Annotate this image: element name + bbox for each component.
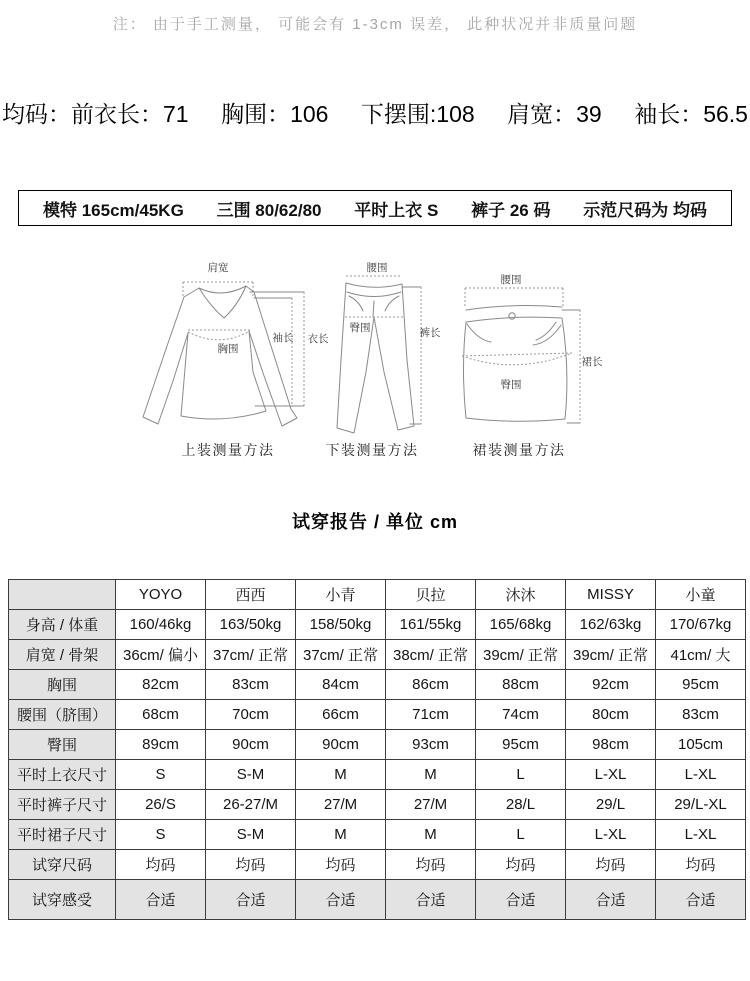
pants-diagram-caption: 下装测量方法 <box>325 442 419 458</box>
size-segment-hem: 下摆围:108 <box>360 101 475 127</box>
size-segment-front-length: 均码：前衣长：71 <box>2 101 189 127</box>
fit-report-title: 试穿报告 / 单位 cm <box>291 512 459 532</box>
row-label: 试穿尺码 <box>9 850 116 880</box>
table-cell: 92cm <box>566 670 656 700</box>
skirt-diagram <box>462 274 603 458</box>
corner-cell <box>9 580 116 610</box>
table-row <box>9 700 746 730</box>
table-cell: 88cm <box>476 670 566 700</box>
model-stat-top-size: 平时上衣 S <box>354 200 439 220</box>
table-row <box>9 820 746 850</box>
top-diagram-caption: 上装测量方法 <box>181 442 275 458</box>
size-segment-shoulder: 肩宽：39 <box>507 101 602 127</box>
model-stat-height-weight: 模特 165cm/45KG <box>43 200 184 220</box>
model-stat-demo-size: 示范尺码为 均码 <box>583 200 707 220</box>
table-cell: 合适 <box>386 880 476 920</box>
table-cell: L-XL <box>566 760 656 790</box>
column-header: 贝拉 <box>386 580 476 610</box>
top-garment-diagram <box>143 261 329 458</box>
skirt-button-icon <box>509 313 515 319</box>
table-cell: 37cm/ 正常 <box>296 640 386 670</box>
table-cell: 160/46kg <box>116 610 206 640</box>
table-cell: S-M <box>206 820 296 850</box>
table-cell: 95cm <box>476 730 566 760</box>
table-cell: 95cm <box>656 670 746 700</box>
table-cell: 39cm/ 正常 <box>476 640 566 670</box>
table-cell: 90cm <box>206 730 296 760</box>
chest-girth-label: 胸围 <box>217 343 239 355</box>
garment-length-label: 衣长 <box>307 333 329 345</box>
table-cell: 均码 <box>656 850 746 880</box>
table-cell: 合适 <box>116 880 206 920</box>
table-cell: L <box>476 760 566 790</box>
table-cell: 68cm <box>116 700 206 730</box>
table-cell: M <box>386 820 476 850</box>
table-row <box>9 610 746 640</box>
measurement-note: 注： 由于手工测量， 可能会有 1-3cm 误差， 此种状况并非质量问题 <box>112 16 638 33</box>
size-summary-line <box>0 96 750 129</box>
skirt-hip-label: 臀围 <box>500 379 522 391</box>
table-cell: 28/L <box>476 790 566 820</box>
table-cell: S-M <box>206 760 296 790</box>
measurement-diagrams <box>0 250 750 465</box>
table-cell: 均码 <box>566 850 656 880</box>
table-cell: 82cm <box>116 670 206 700</box>
table-cell: 71cm <box>386 700 476 730</box>
table-row <box>9 880 746 920</box>
table-cell: 89cm <box>116 730 206 760</box>
table-row <box>9 760 746 790</box>
column-header: MISSY <box>566 580 656 610</box>
table-cell: S <box>116 760 206 790</box>
row-label: 平时上衣尺寸 <box>9 760 116 790</box>
table-cell: 合适 <box>476 880 566 920</box>
table-cell: S <box>116 820 206 850</box>
row-label: 试穿感受 <box>9 880 116 920</box>
column-header: 西西 <box>206 580 296 610</box>
sleeve-length-label: 袖长 <box>272 332 294 344</box>
size-segment-sleeve: 袖长：56.5 <box>634 101 748 127</box>
table-cell: 84cm <box>296 670 386 700</box>
pants-length-label: 裤长 <box>419 327 441 339</box>
table-cell: L-XL <box>656 820 746 850</box>
pants-hip-label: 臀围 <box>349 322 371 334</box>
pants-waist-label: 腰围 <box>366 262 388 274</box>
table-cell: 36cm/ 偏小 <box>116 640 206 670</box>
table-cell: 39cm/ 正常 <box>566 640 656 670</box>
table-cell: 27/M <box>386 790 476 820</box>
model-stat-pants-size: 裤子 26 码 <box>471 200 551 220</box>
table-header-row <box>9 580 746 610</box>
table-row <box>9 670 746 700</box>
table-cell: 90cm <box>296 730 386 760</box>
table-cell: 158/50kg <box>296 610 386 640</box>
column-header: 小童 <box>656 580 746 610</box>
table-cell: 合适 <box>296 880 386 920</box>
table-cell: 80cm <box>566 700 656 730</box>
table-cell: 26-27/M <box>206 790 296 820</box>
row-label: 身高 / 体重 <box>9 610 116 640</box>
table-cell: 合适 <box>206 880 296 920</box>
pants-diagram <box>326 262 441 458</box>
table-cell: L <box>476 820 566 850</box>
table-row <box>9 850 746 880</box>
table-cell: 86cm <box>386 670 476 700</box>
table-cell: 均码 <box>296 850 386 880</box>
row-label: 胸围 <box>9 670 116 700</box>
model-stat-measurements: 三围 80/62/80 <box>216 200 322 220</box>
table-row <box>9 640 746 670</box>
table-cell: L-XL <box>656 760 746 790</box>
table-cell: 70cm <box>206 700 296 730</box>
table-cell: 合适 <box>566 880 656 920</box>
skirt-length-label: 裙长 <box>581 356 603 368</box>
table-cell: 合适 <box>656 880 746 920</box>
table-cell: 161/55kg <box>386 610 476 640</box>
table-cell: 38cm/ 正常 <box>386 640 476 670</box>
table-cell: 83cm <box>206 670 296 700</box>
table-cell: 均码 <box>386 850 476 880</box>
table-cell: 170/67kg <box>656 610 746 640</box>
table-cell: 83cm <box>656 700 746 730</box>
size-segment-bust: 胸围：106 <box>221 101 329 127</box>
fit-report-table <box>8 579 746 920</box>
model-info-box <box>18 190 732 226</box>
table-cell: 29/L <box>566 790 656 820</box>
table-cell: M <box>386 760 476 790</box>
skirt-waist-label: 腰围 <box>500 274 522 286</box>
table-cell: 均码 <box>476 850 566 880</box>
table-cell: 均码 <box>206 850 296 880</box>
table-cell: 163/50kg <box>206 610 296 640</box>
row-label: 平时裙子尺寸 <box>9 820 116 850</box>
table-cell: 165/68kg <box>476 610 566 640</box>
table-cell: 105cm <box>656 730 746 760</box>
table-cell: 162/63kg <box>566 610 656 640</box>
table-cell: M <box>296 760 386 790</box>
column-header: 沐沐 <box>476 580 566 610</box>
table-cell: 29/L-XL <box>656 790 746 820</box>
table-cell: 98cm <box>566 730 656 760</box>
table-cell: 66cm <box>296 700 386 730</box>
table-cell: L-XL <box>566 820 656 850</box>
table-cell: 27/M <box>296 790 386 820</box>
table-row <box>9 730 746 760</box>
table-cell: 37cm/ 正常 <box>206 640 296 670</box>
column-header: YOYO <box>116 580 206 610</box>
row-label: 平时裤子尺寸 <box>9 790 116 820</box>
column-header: 小青 <box>296 580 386 610</box>
table-cell: 26/S <box>116 790 206 820</box>
table-cell: M <box>296 820 386 850</box>
table-cell: 41cm/ 大 <box>656 640 746 670</box>
row-label: 腰围（脐围） <box>9 700 116 730</box>
table-cell: 均码 <box>116 850 206 880</box>
table-cell: 74cm <box>476 700 566 730</box>
table-row <box>9 790 746 820</box>
row-label: 肩宽 / 骨架 <box>9 640 116 670</box>
table-cell: 93cm <box>386 730 476 760</box>
skirt-diagram-caption: 裙装测量方法 <box>472 442 566 458</box>
shoulder-width-label: 肩宽 <box>207 262 229 274</box>
row-label: 臀围 <box>9 730 116 760</box>
